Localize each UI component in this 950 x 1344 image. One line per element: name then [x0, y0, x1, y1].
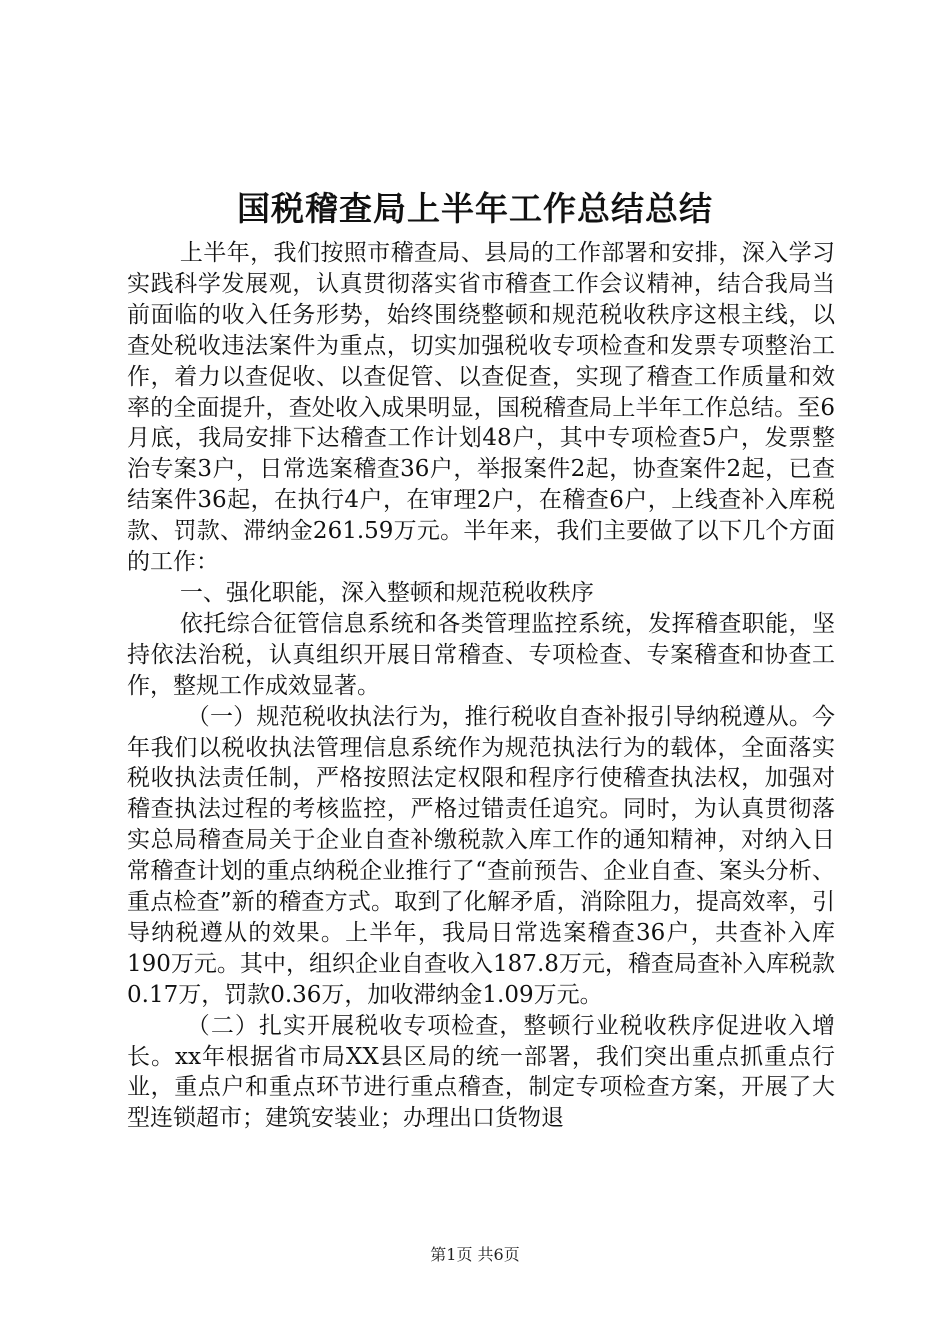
- paragraph-subsection-1: （一）规范税收执法行为，推行税收自查补报引导纳税遵从。今年我们以税收执法管理信息系统作为规范执法行为的载体，全面落实税收执法责任制，严格按照法定权限和程序行使稽查执法权，加强对稽查执法过程的考核监控，严格过错责任追究。同时，为认真贯彻落实总局稽查局关于企业自查补缴税款入库工作的通知精神，对纳入日常稽查计划的重点纳税企业推行了“查前预告、企业自查、案头分析、重点检查”新的稽查方式。取到了化解矛盾，消除阻力，提高效率，引导纳税遵从的效果。上半年，我局日常选案稽查36户，共查补入库190万元。其中，组织企业自查收入187.8万元，稽查局查补入库税款0.17万，罚款0.36万，加收滞纳金1.09万元。: [127, 703, 835, 1008]
- paragraph-subsection-2: （二）扎实开展税收专项检查，整顿行业税收秩序促进收入增长。xx年根据省市局XX县区局的统一部署，我们突出重点抓重点行业，重点户和重点环节进行重点稽查，制定专项检查方案，开展了大型连锁超市；建筑安装业；办理出口货物退: [127, 1012, 835, 1132]
- page-footer: 第1页 共6页: [430, 1245, 520, 1264]
- paragraph-intro: 上半年，我们按照市稽查局、县局的工作部署和安排，深入学习实践科学发展观，认真贯彻落实省市稽查工作会议精神，结合我局当前面临的收入任务形势，始终围绕整顿和规范税收秩序这根主线，以查处税收违法案件为重点，切实加强税收专项检查和发票专项整治工作，着力以查促收、以查促管、以查促查，实现了稽查工作质量和效率的全面提升，查处收入成果明显，国税稽查局上半年工作总结。至6月底，我局安排下达稽查工作计划48户，其中专项检查5户，发票整治专案3户，日常选案稽查36户，举报案件2起，协查案件2起，已查结案件36起，在执行4户，在审理2户，在稽查6户，上线查补入库税款、罚款、滞纳金261.59万元。半年来，我们主要做了以下几个方面的工作：: [127, 240, 835, 576]
- section-heading-1: 一、强化职能，深入整顿和规范税收秩序: [179, 579, 594, 606]
- document-title: 国税稽查局上半年工作总结总结: [237, 189, 713, 228]
- document-body: [127, 238, 835, 1134]
- paragraph-section-1: 依托综合征管信息系统和各类管理监控系统，发挥稽查职能，坚持依法治税，认真组织开展日常稽查、专项检查、专案稽查和协查工作，整规工作成效显著。: [127, 610, 835, 699]
